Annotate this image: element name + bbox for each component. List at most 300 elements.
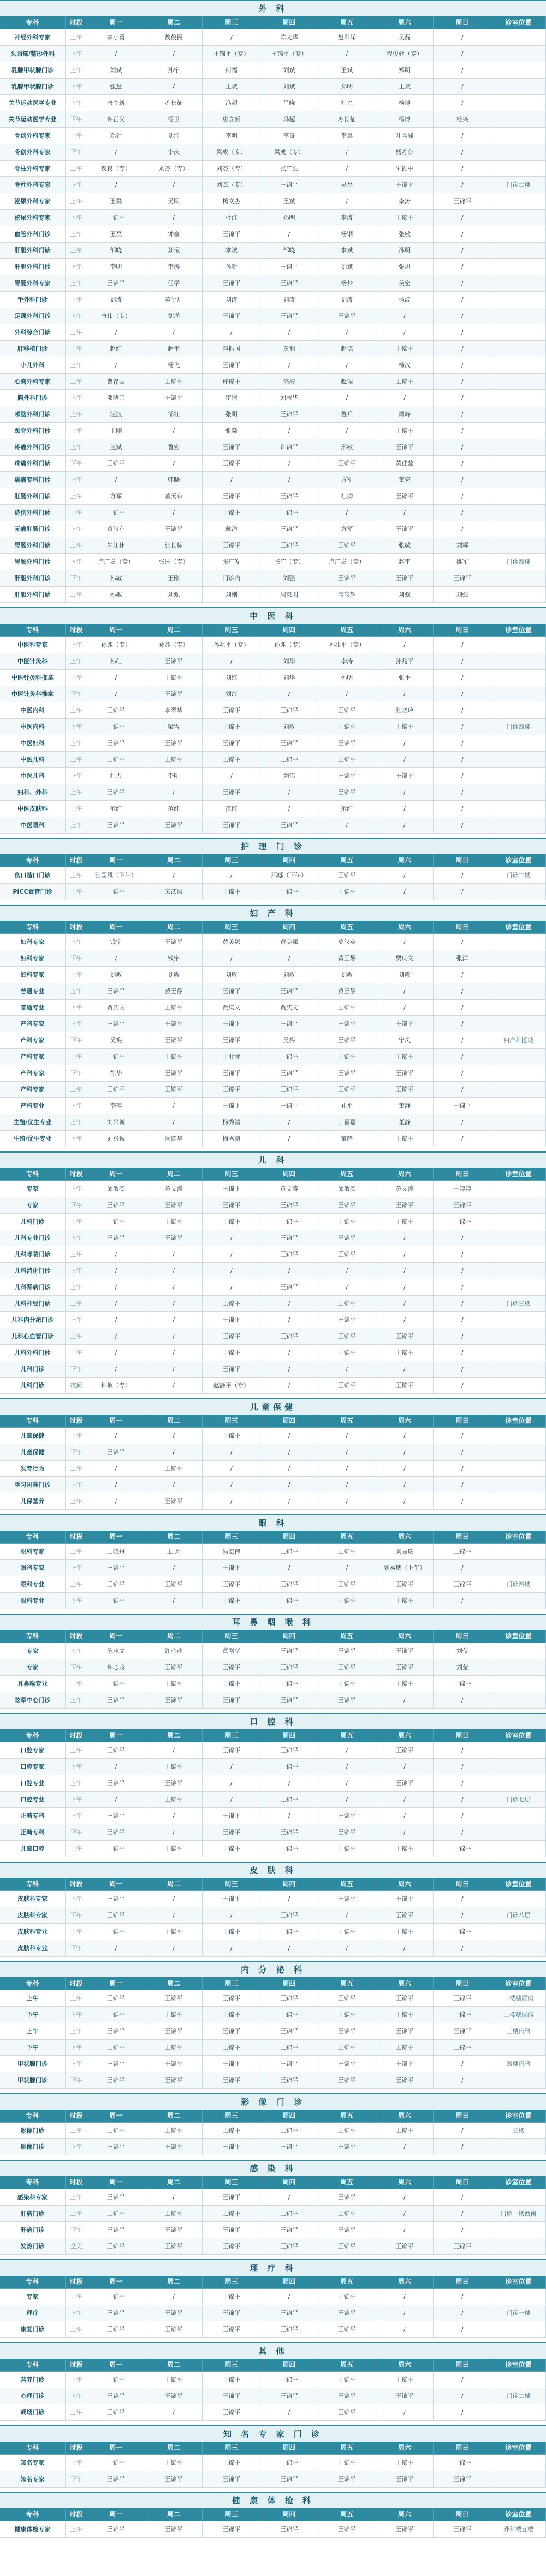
section-spacer: [0, 1510, 546, 1514]
section-12: [0, 2160, 546, 2259]
doctor-cell: 钱宇: [87, 934, 145, 950]
dept-cell: 肝病门诊: [0, 2222, 66, 2238]
doctor-cell: 王锦平: [203, 1296, 260, 1312]
section-spacer: [0, 1857, 546, 1862]
header-loc: 诊室位置: [491, 2359, 546, 2372]
doctor-cell: 王锦平: [203, 752, 260, 768]
table-row: [0, 79, 546, 95]
doctor-cell: 赵振国: [203, 341, 260, 357]
table-row: [0, 439, 546, 456]
table-body: [0, 1544, 546, 1609]
dept-cell: 知名专家: [0, 2455, 66, 2471]
dept-cell: 专家: [0, 1197, 66, 1214]
doctor-cell: 王锦平: [376, 1131, 434, 1147]
doctor-cell: /: [203, 867, 260, 884]
header-wed: 周三: [203, 921, 260, 934]
doctor-cell: 贾庆文: [376, 950, 434, 967]
table-row: [0, 1659, 546, 1676]
table-header: [0, 2508, 546, 2521]
doctor-cell: 王锦平: [87, 784, 145, 801]
header-ap: 时段: [66, 1630, 87, 1643]
doctor-cell: /: [203, 1279, 260, 1296]
table-row: [0, 2404, 546, 2421]
header-loc: 诊室位置: [491, 624, 546, 637]
doctor-cell: /: [376, 2189, 434, 2206]
doctor-cell: 唐立新: [87, 95, 145, 111]
dept-cell: 生殖/优生专业: [0, 1114, 66, 1131]
doctor-cell: 王锦平: [145, 2072, 203, 2089]
doctor-cell: 王锦平: [260, 1692, 318, 1709]
doctor-cell: 王锦平: [376, 1990, 434, 2007]
doctor-cell: /: [434, 62, 491, 79]
header-dept: 专科: [0, 2276, 66, 2289]
time-cell: 上午: [66, 867, 87, 884]
table-row: [0, 1181, 546, 1197]
location-cell: [491, 1312, 546, 1328]
time-cell: 上午: [66, 62, 87, 79]
header-wed: 周三: [203, 1977, 260, 1990]
header-sun: 周日: [434, 2508, 491, 2521]
header-mon: 周一: [87, 16, 145, 29]
doctor-cell: /: [145, 867, 203, 884]
dept-cell: 癌痛专科门诊: [0, 472, 66, 488]
location-cell: [491, 1428, 546, 1444]
doctor-cell: /: [87, 1246, 145, 1263]
doctor-cell: /: [145, 1477, 203, 1493]
table-row: [0, 768, 546, 784]
header-sat: 周六: [376, 16, 434, 29]
doctor-cell: 王锦平: [203, 357, 260, 374]
section-16: [0, 2492, 546, 2542]
doctor-cell: 王锦平: [203, 884, 260, 900]
location-cell: [491, 2404, 546, 2421]
time-cell: 上午: [66, 801, 87, 817]
doctor-cell: /: [434, 95, 491, 111]
doctor-cell: 王锦平: [260, 2222, 318, 2238]
table-row: [0, 275, 546, 292]
doctor-cell: /: [434, 2123, 491, 2139]
doctor-cell: 吴磊: [376, 29, 434, 46]
time-cell: 上午: [66, 2404, 87, 2421]
table-row: [0, 308, 546, 324]
dept-cell: 头面部/整形外科: [0, 46, 66, 62]
location-cell: 外科楼五楼: [491, 2521, 546, 2538]
doctor-cell: /: [318, 1759, 376, 1775]
section-spacer: [0, 2255, 546, 2259]
doctor-cell: 邹红: [145, 406, 203, 423]
doctor-cell: 吴宏: [376, 275, 434, 292]
doctor-cell: 李涛: [318, 210, 376, 226]
location-cell: [491, 670, 546, 686]
location-cell: [491, 1544, 546, 1560]
table-row: [0, 1576, 546, 1593]
doctor-cell: 王锦平: [376, 374, 434, 390]
doctor-cell: /: [318, 423, 376, 439]
doctor-cell: 王锦平: [318, 2372, 376, 2388]
doctor-cell: 王锦平: [376, 2521, 434, 2538]
doctor-cell: 王锦平: [376, 439, 434, 456]
doctor-cell: 王锦平: [260, 1279, 318, 1296]
doctor-cell: 孙宁: [145, 62, 203, 79]
doctor-cell: /: [87, 1279, 145, 1296]
doctor-cell: 吴梅: [260, 1032, 318, 1049]
doctor-cell: 杨博: [376, 111, 434, 128]
doctor-cell: /: [376, 324, 434, 341]
doctor-cell: 王锦平: [145, 1230, 203, 1246]
header-wed: 周三: [203, 624, 260, 637]
doctor-cell: 王锦平: [203, 1312, 260, 1328]
doctor-cell: /: [434, 390, 491, 406]
doctor-cell: /: [434, 144, 491, 161]
doctor-cell: 王锦平: [260, 2521, 318, 2538]
doctor-cell: 李涛: [145, 259, 203, 275]
header-wed: 周三: [203, 1878, 260, 1891]
table-row: [0, 2023, 546, 2040]
doctor-cell: /: [203, 29, 260, 46]
header-sun: 周日: [434, 2110, 491, 2123]
table-row: [0, 752, 546, 768]
header-dept: 专科: [0, 624, 66, 637]
dept-cell: 儿科内分泌门诊: [0, 1312, 66, 1328]
header-fri: 周五: [318, 1415, 376, 1428]
doctor-cell: 刘洋: [145, 308, 203, 324]
doctor-cell: 王锦平: [318, 1000, 376, 1016]
doctor-cell: /: [318, 1792, 376, 1808]
location-cell: [491, 1114, 546, 1131]
dept-cell: 普通专业: [0, 983, 66, 1000]
location-cell: [491, 1775, 546, 1792]
location-cell: [491, 243, 546, 259]
header-mon: 周一: [87, 2176, 145, 2189]
location-cell: [491, 1493, 546, 1510]
doctor-cell: 王锦平: [203, 817, 260, 834]
dept-cell: 胃肠外科门诊: [0, 554, 66, 570]
doctor-cell: /: [145, 1378, 203, 1394]
doctor-cell: 王锦平: [376, 1891, 434, 1907]
doctor-cell: 钱宇: [145, 950, 203, 967]
doctor-cell: /: [87, 46, 145, 62]
time-cell: 上午: [66, 1263, 87, 1279]
time-cell: 上午: [66, 1891, 87, 1907]
time-cell: 上午: [66, 161, 87, 177]
header-fri: 周五: [318, 2508, 376, 2521]
doctor-cell: /: [376, 884, 434, 900]
doctor-cell: /: [318, 1907, 376, 1924]
location-cell: [491, 1082, 546, 1098]
doctor-cell: 王锦平: [145, 1792, 203, 1808]
dept-cell: 泌尿外科专家: [0, 193, 66, 210]
header-loc: 诊室位置: [491, 2442, 546, 2455]
doctor-cell: 王锦平: [87, 1907, 145, 1924]
dept-cell: 脊柱外科专家: [0, 177, 66, 193]
time-cell: 上午: [66, 1461, 87, 1477]
doctor-cell: /: [318, 1461, 376, 1477]
doctor-cell: 王锦平: [260, 2123, 318, 2139]
doctor-cell: /: [376, 2404, 434, 2421]
doctor-cell: 刘兴诚: [87, 1114, 145, 1131]
doctor-cell: /: [260, 1263, 318, 1279]
doctor-cell: 董静: [376, 1098, 434, 1114]
header-mon: 周一: [87, 2508, 145, 2521]
dept-cell: 普通专业: [0, 1000, 66, 1016]
doctor-cell: /: [203, 1775, 260, 1792]
doctor-cell: /: [376, 1000, 434, 1016]
header-dept: 专科: [0, 1531, 66, 1544]
table-row: [0, 884, 546, 900]
header-tue: 周二: [145, 1531, 203, 1544]
dept-cell: 影像门诊: [0, 2139, 66, 2155]
doctor-cell: /: [376, 2139, 434, 2155]
table-header: [0, 2276, 546, 2289]
table-row: [0, 193, 546, 210]
doctor-cell: 王锦平: [318, 2206, 376, 2222]
location-cell: [491, 1593, 546, 1609]
doctor-cell: /: [434, 1032, 491, 1049]
doctor-cell: /: [434, 1824, 491, 1841]
doctor-cell: 王锦平: [203, 1428, 260, 1444]
doctor-cell: 王锦平: [260, 308, 318, 324]
dept-cell: 妇科专家: [0, 934, 66, 950]
header-sat: 周六: [376, 1168, 434, 1181]
doctor-cell: 王锦平: [376, 2238, 434, 2255]
doctor-cell: 王锦平: [434, 1197, 491, 1214]
doctor-cell: 王锦平: [376, 2072, 434, 2089]
doctor-cell: /: [434, 374, 491, 390]
table-row: [0, 2471, 546, 2488]
time-cell: 下午: [66, 1131, 87, 1147]
header-ap: 时段: [66, 1977, 87, 1990]
doctor-cell: /: [145, 456, 203, 472]
doctor-cell: 王锦平: [203, 1032, 260, 1049]
doctor-cell: /: [434, 2372, 491, 2388]
doctor-cell: 王锦平: [376, 2455, 434, 2471]
time-cell: 上午: [66, 406, 87, 423]
doctor-cell: 黄文涛: [260, 1181, 318, 1197]
dept-cell: 儿保营养: [0, 1493, 66, 1510]
doctor-cell: 梅秀清: [203, 1114, 260, 1131]
dept-cell: 脊柱外科专家: [0, 161, 66, 177]
table-row: [0, 2289, 546, 2305]
table-body: [0, 1643, 546, 1709]
location-cell: [491, 210, 546, 226]
table-row: [0, 1016, 546, 1032]
header-sun: 周日: [434, 1531, 491, 1544]
doctor-cell: 王锦平: [318, 456, 376, 472]
doctor-cell: 张广（专）: [260, 554, 318, 570]
doctor-cell: /: [434, 934, 491, 950]
header-tue: 周二: [145, 1168, 203, 1181]
doctor-cell: 刘敏: [145, 967, 203, 983]
header-fri: 周五: [318, 854, 376, 867]
doctor-cell: 王锦平: [318, 2238, 376, 2255]
doctor-cell: 王锦平: [434, 1676, 491, 1692]
location-cell: 三楼内科: [491, 2023, 546, 2040]
section-2: [0, 838, 546, 905]
doctor-cell: 范红: [87, 801, 145, 817]
doctor-cell: 王锦平: [376, 1775, 434, 1792]
dept-cell: 中医儿科: [0, 752, 66, 768]
doctor-cell: /: [376, 686, 434, 702]
table-row: [0, 2007, 546, 2023]
doctor-cell: 刘恒: [145, 243, 203, 259]
dept-cell: 儿科肾病门诊: [0, 1279, 66, 1296]
doctor-cell: 苏长征: [318, 111, 376, 128]
time-cell: 下午: [66, 2471, 87, 2488]
dept-cell: 心胸外科专家: [0, 374, 66, 390]
table-header: [0, 2442, 546, 2455]
table-row: [0, 1328, 546, 1345]
doctor-cell: /: [434, 456, 491, 472]
table-body: [0, 934, 546, 1147]
doctor-cell: 王锦平: [87, 1214, 145, 1230]
doctor-cell: 王锦平: [87, 1808, 145, 1824]
header-ap: 时段: [66, 2176, 87, 2189]
doctor-cell: 王锦平: [376, 2007, 434, 2023]
doctor-cell: 王锦平: [376, 1082, 434, 1098]
dept-cell: 甲状腺门诊: [0, 2072, 66, 2089]
header-sat: 周六: [376, 1878, 434, 1891]
table-row: [0, 1775, 546, 1792]
location-cell: [491, 144, 546, 161]
header-loc: 诊室位置: [491, 1531, 546, 1544]
header-fri: 周五: [318, 624, 376, 637]
doctor-cell: 杨波: [376, 292, 434, 308]
doctor-cell: 王锦平: [376, 1378, 434, 1394]
location-cell: [491, 1824, 546, 1841]
dept-cell: 发育行为: [0, 1461, 66, 1477]
header-mon: 周一: [87, 2442, 145, 2455]
time-cell: 上午: [66, 374, 87, 390]
location-cell: [491, 1378, 546, 1394]
doctor-cell: 王锦平: [376, 210, 434, 226]
location-cell: [491, 308, 546, 324]
doctor-cell: 王锦平: [260, 488, 318, 505]
doctor-cell: /: [376, 1692, 434, 1709]
doctor-cell: 刘杰（专）: [203, 161, 260, 177]
doctor-cell: 王锦平: [318, 1378, 376, 1394]
table-row: [0, 1214, 546, 1230]
time-cell: 上午: [66, 1841, 87, 1857]
doctor-cell: /: [260, 324, 318, 341]
table-row: [0, 1493, 546, 1510]
header-thu: 周四: [260, 854, 318, 867]
doctor-cell: 王锦平: [318, 1016, 376, 1032]
location-cell: [491, 2455, 546, 2471]
doctor-cell: 王锦平: [145, 2040, 203, 2056]
header-thu: 周四: [260, 1977, 318, 1990]
table-row: [0, 46, 546, 62]
table-row: [0, 1676, 546, 1692]
header-wed: 周三: [203, 1531, 260, 1544]
header-wed: 周三: [203, 1168, 260, 1181]
doctor-cell: 王锦平: [203, 2305, 260, 2321]
dept-cell: 骨创外科专家: [0, 128, 66, 144]
table-row: [0, 1098, 546, 1114]
location-cell: [491, 1197, 546, 1214]
header-thu: 周四: [260, 2508, 318, 2521]
doctor-cell: 王锦平: [260, 1924, 318, 1940]
header-tue: 周二: [145, 2442, 203, 2455]
table-row: [0, 719, 546, 735]
table-row: [0, 62, 546, 79]
doctor-cell: 王锦平: [318, 1891, 376, 1907]
table-row: [0, 637, 546, 653]
doctor-cell: 杨钢: [318, 226, 376, 243]
table-row: [0, 1361, 546, 1378]
section-title: 外 科: [0, 0, 546, 16]
location-cell: 妇产科区域: [491, 1032, 546, 1049]
dept-cell: 胃肠外科门诊: [0, 537, 66, 554]
header-loc: 诊室位置: [491, 1415, 546, 1428]
doctor-cell: /: [376, 1444, 434, 1461]
doctor-cell: 孙明: [318, 670, 376, 686]
doctor-cell: /: [87, 144, 145, 161]
location-cell: [491, 390, 546, 406]
table-row: [0, 1279, 546, 1296]
doctor-cell: 王锦平: [260, 1098, 318, 1114]
doctor-cell: 刘强: [145, 587, 203, 603]
doctor-cell: /: [434, 1461, 491, 1477]
doctor-cell: 王锦平: [203, 488, 260, 505]
doctor-cell: 王晓丹: [87, 1544, 145, 1560]
header-sun: 周日: [434, 854, 491, 867]
time-cell: 上午: [66, 1114, 87, 1131]
doctor-cell: 王锦平: [376, 2056, 434, 2072]
time-cell: 上午: [66, 2289, 87, 2305]
time-cell: 下午: [66, 1659, 87, 1676]
dept-cell: 儿童保健: [0, 1444, 66, 1461]
doctor-cell: /: [434, 1477, 491, 1493]
table-row: [0, 1792, 546, 1808]
doctor-cell: 邢敏: [318, 439, 376, 456]
table-row: [0, 2139, 546, 2155]
doctor-cell: /: [318, 324, 376, 341]
location-cell: [491, 1361, 546, 1378]
doctor-cell: 张晓: [203, 423, 260, 439]
section-title: 皮 肤 科: [0, 1862, 546, 1878]
time-cell: 下午: [66, 1824, 87, 1841]
header-mon: 周一: [87, 2359, 145, 2372]
location-cell: 门诊四楼: [491, 554, 546, 570]
table-body: [0, 2521, 546, 2538]
location-cell: [491, 29, 546, 46]
doctor-cell: /: [434, 341, 491, 357]
doctor-cell: 王锦平: [87, 1593, 145, 1609]
time-cell: 上午: [66, 128, 87, 144]
location-cell: [491, 472, 546, 488]
doctor-cell: 王锦平: [203, 2123, 260, 2139]
doctor-cell: 范红: [145, 801, 203, 817]
doctor-cell: 王锦平: [145, 934, 203, 950]
time-cell: 上午: [66, 537, 87, 554]
header-sat: 周六: [376, 2442, 434, 2455]
doctor-cell: /: [87, 1263, 145, 1279]
doctor-cell: /: [260, 1361, 318, 1378]
doctor-cell: /: [434, 243, 491, 259]
location-cell: 门诊四楼: [491, 719, 546, 735]
doctor-cell: /: [434, 768, 491, 784]
doctor-cell: 王锦平: [260, 1742, 318, 1759]
dept-cell: 心理门诊: [0, 2388, 66, 2404]
location-cell: [491, 1742, 546, 1759]
table-body: [0, 2189, 546, 2255]
dept-cell: 口腔专家: [0, 1742, 66, 1759]
doctor-cell: 王锦平: [145, 2372, 203, 2388]
doctor-cell: /: [260, 1560, 318, 1576]
doctor-cell: /: [318, 193, 376, 210]
location-cell: 门诊七层: [491, 1792, 546, 1808]
doctor-cell: 王锦平: [260, 2471, 318, 2488]
